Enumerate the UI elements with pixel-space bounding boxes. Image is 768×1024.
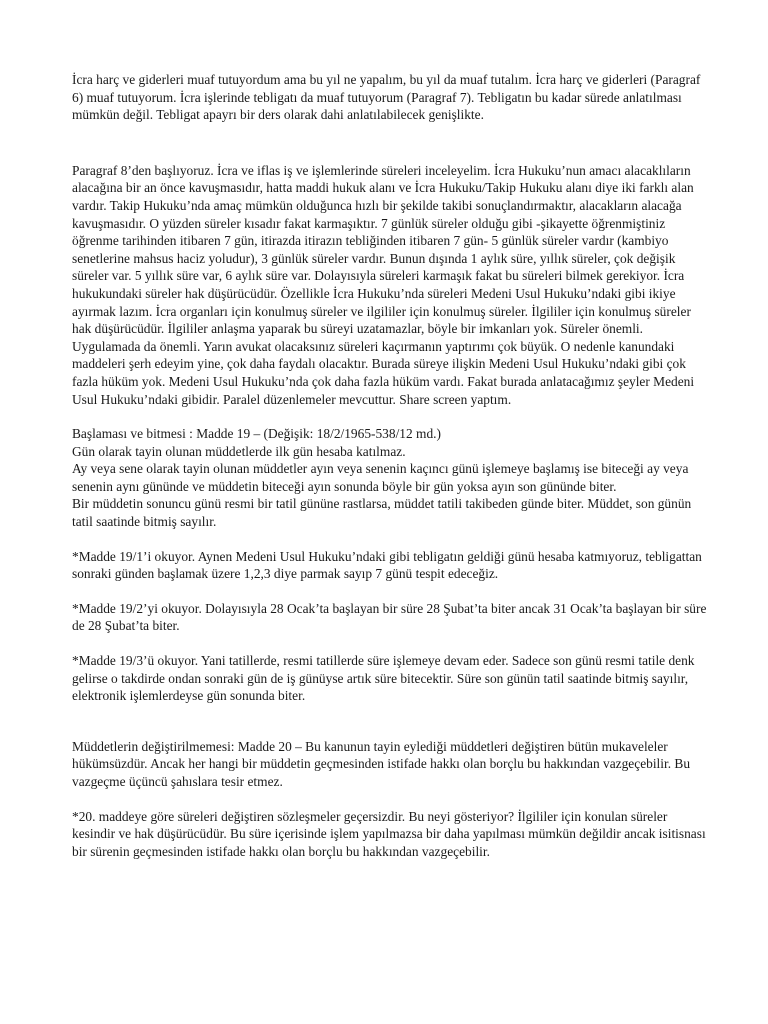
article-20-text: Müddetlerin değiştirilmemesi: Madde 20 – Bu kanunun tayin eylediği müddetleri değiştiren bütün mukaveleler hükümsüzdür. Ancak her hangi bir müddetin geçmesinden istifade hakkı olan borçlu bu hakkından vazgeçebilir. Bu vazgeçme üçüncü şahıslara tesir etmez.: [72, 738, 691, 789]
article-19-clause-2: Ay veya sene olarak tayin olunan müddetler ayın veya senenin kaçıncı günü işlemeye başlamış ise biteceği ay veya senenin aynı gününde ve müddetin biteceği ayın sonunda böyle bir gün yoksa ayın son gününde biter.: [72, 461, 689, 494]
commentary-19-2: *Madde 19/2’yi okuyor. Dolayısıyla 28 Ocak’ta başlayan bir süre 28 Şubat’ta biter ancak 31 Ocak’ta başlayan bir süre de 28 Şubat’ta biter.: [72, 600, 707, 634]
paragraph-fees-notification: İcra harç ve giderleri muaf tutuyordum ama bu yıl ne yapalım, bu yıl da muaf tutalım. İcra harç ve giderleri (Paragraf 6) muaf tutuyorum. İcra işlerinde tebligatı da muaf tutuyorum (Paragraf 7). Tebligatın bu kadar sürede anlatılması mümkün değil. Tebligat apayrı bir ders olarak dahi anlatılabilecek genişlikte.: [72, 72, 701, 123]
commentary-19-3: *Madde 19/3’ü okuyor. Yani tatillerde, resmi tatillerde süre işlemeye devam eder. Sadece son günü resmi tatile denk gelirse o takdirde ondan sonraki gün de iş günüyse artık süre bitecektir. Süre son günün tatil saatinde bitmiş sayılır, elektronik işlemlerdeyse gün sonunda biter.: [72, 653, 695, 704]
article-19-clause-1: Gün olarak tayin olunan müddetlerde ilk gün hesaba katılmaz.: [72, 443, 406, 459]
article-19-heading: Başlaması ve bitmesi : Madde 19 – (Değişik: 18/2/1965-538/12 md.): [72, 426, 441, 442]
article-19-clause-3: Bir müddetin sonuncu günü resmi bir tatil gününe rastlarsa, müddet tatili takibeden günde biter. Müddet, son günün tatil saatinde bitmiş sayılır.: [72, 496, 692, 530]
document-page: [72, 71, 708, 860]
paragraph-time-limits-intro: Paragraf 8’den başlıyoruz. İcra ve iflas iş ve işlemlerinde süreleri inceleyelim. İcra Hukuku’nun amacı alacaklıların alacağına bir an önce kavuşmasıdır, hatta maddi hukuk alanı ve İcra Hukuku/Takip Hukuku alanı diye iki farklı alan vardır. Takip Hukuku’nda amaç mümkün olduğunca hızlı bir şekilde takibi sonuçlandırmaktır, alacakların alacağa kavuşmasıdır. O yüzden süreler kısadır fakat karmaşıktır. 7 günlük süreler olduğu gibi -şikayette öğrenmiştiniz öğrenme tarihinden itibaren 7 gün, itirazda itirazın tebliğinden itibaren 7 gün- 5 günlük süreler vardır (kambiyo senetlerine mahsus haciz yoludur), 3 günlük süreler vardır. Bunun dışında 1 aylık süre, yıllık süreler, çok değişik süreler var. 5 yıllık süre var, 6 aylık süre var. Dolayısıyla süreleri karmaşık fakat bu süreleri bilmek gerekiyor. İcra hukukundaki süreler hak düşürücüdür. Özellikle İcra Hukuku’nda süreleri Medeni Usul Hukuku’ndaki gibi ikiye ayırmak lazım. İcra organları için konulmuş süreler ve ilgililer için konulmuş süreler. İlgililer için konulmuş süreler hak düşürücüdür. İlgililer anlaşma yaparak bu süreyi uzatamazlar, böyle bir imkanları yok. Süreler önemli. Uygulamada da önemli. Yarın avukat olacaksınız süreleri kaçırmanın yaptırımı çok büyük. O nedenle kanundaki maddeleri şerh edeyim yine, çok daha faydalı olacaktır. Burada süreye ilişkin Medeni Usul Hukuku’ndaki gibi çok fazla hüküm yok. Medeni Usul Hukuku’nda çok daha fazla hüküm vardı. Fakat burada anlatacağımız şeyler Medeni Usul Hukuku’ndaki gibidir. Paralel düzenlemeler mevcuttur. Share screen yaptım.: [72, 162, 695, 407]
commentary-20: *20. maddeye göre süreleri değiştiren sözleşmeler geçersizdir. Bu neyi gösteriyor? İlgililer için konulan süreler kesindir ve hak düşürücüdür. Bu süre içerisinde işlem yapılmazsa bir daha yapılması mümkün değildir ancak isitisnası bir sürenin geçmesinden istifade hakkı olan borçlu bu hakkından vazgeçebilir.: [72, 808, 706, 859]
commentary-19-1: *Madde 19/1’i okuyor. Aynen Medeni Usul Hukuku’ndaki gibi tebligatın geldiği günü hesaba katmıyoruz, tebligattan sonraki günden başlamak üzere 1,2,3 diye parmak sayıp 7 günü tespit edeceğiz.: [72, 548, 702, 582]
